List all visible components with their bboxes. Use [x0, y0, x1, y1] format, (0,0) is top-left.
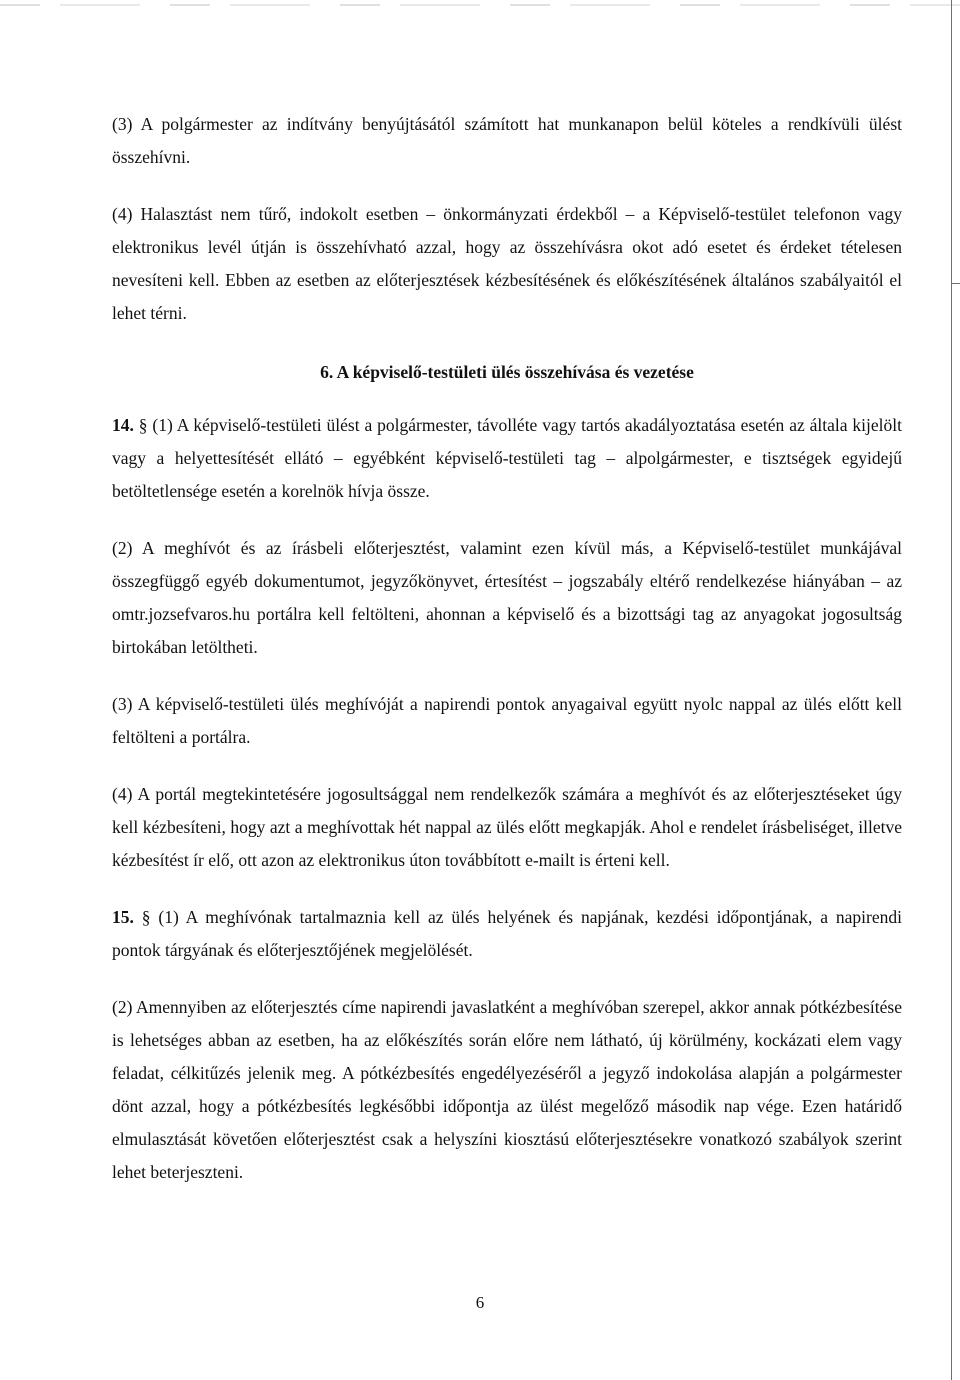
paragraph-15-2: (2) Amennyiben az előterjesztés címe napirendi javaslatként a meghívóban szerepel, akkor annak pótkézbesítése is lehetséges abban az esetben, ha az előkészítés során előre nem látható, új körülmény, kockázati elem vagy feladat, célkitűzés jelenik meg. A pótkézbesítés engedélyezéséről a jegyző indokolása alapján a polgármester dönt azzal, hogy a pótkézbesítés legkésőbbi időpontja az ülést megelőző második nap vége. Ezen határidő elmulasztását követően előterjesztést csak a helyszíni kiosztású előterjesztésekre vonatkozó szabályok szerint lehet beterjeszteni.	[112, 997, 902, 1182]
section-number-14: 14.	[112, 415, 134, 435]
paragraph-14-3: (3) A képviselő-testületi ülés meghívóját a napirendi pontok anyagaival együtt nyolc nappal az ülés előtt kell feltölteni a portálra.	[112, 694, 902, 747]
section-number-15: 15.	[112, 907, 134, 927]
document-body	[112, 108, 902, 1189]
paragraph-13-3: (3) A polgármester az indítvány benyújtásától számított hat munkanapon belül köteles a rendkívüli ülést összehívni.	[112, 114, 902, 167]
paragraph-14-1	[112, 409, 902, 508]
section-heading: 6. A képviselő-testületi ülés összehívása és vezetése	[320, 362, 694, 382]
paragraph-13-4: (4) Halasztást nem tűrő, indokolt esetben – önkormányzati érdekből – a Képviselő-testület telefonon vagy elektronikus levél útján is összehívható azzal, hogy az összehívásra okot adó esetet és érdeket tételesen nevesíteni kell. Ebben az esetben az előterjesztések kézbesítésének és előkészítésének általános szabályaitól el lehet térni.	[112, 204, 902, 323]
scan-edge-top	[0, 4, 960, 6]
scan-edge-right	[951, 0, 952, 1380]
paragraph-15-1-text: § (1) A meghívónak tartalmaznia kell az ülés helyének és napjának, kezdési időpontjának, a napirendi pontok tárgyának és előterjesztőjének megjelölését.	[112, 907, 903, 960]
page-number: 6	[475, 1293, 485, 1312]
paragraph-14-2: (2) A meghívót és az írásbeli előterjesztést, valamint ezen kívül más, a Képviselő-testület munkájával összegfüggő egyéb dokumentumot, jegyzőkönyvet, értesítést – jogszabály eltérő rendelkezése hiányában – az omtr.jozsefvaros.hu portálra kell feltölteni, ahonnan a képviselő és a bizottsági tag az anyagokat jogosultság birtokában letöltheti.	[112, 538, 902, 657]
paragraph-14-4: (4) A portál megtekintetésére jogosultsággal nem rendelkezők számára a meghívót és az előterjesztéseket úgy kell kézbesíteni, hogy azt a meghívottak hét nappal az ülés előtt megkapják. Ahol e rendelet írásbeliséget, illetve kézbesítést ír elő, ott azon az elektronikus úton továbbított e-mailt is érteni kell.	[112, 784, 902, 870]
paragraph-14-1-text: § (1) A képviselő-testületi ülést a polgármester, távolléte vagy tartós akadályoztatása esetén az általa kijelölt vagy a helyettesítését ellátó – egyébként képviselő-testületi tag – alpolgármester, e tisztségek egyidejű betöltetlensége esetén a korelnök hívja össze.	[112, 415, 903, 501]
paragraph-15-1	[112, 901, 902, 967]
scan-edge-tick	[951, 283, 960, 284]
